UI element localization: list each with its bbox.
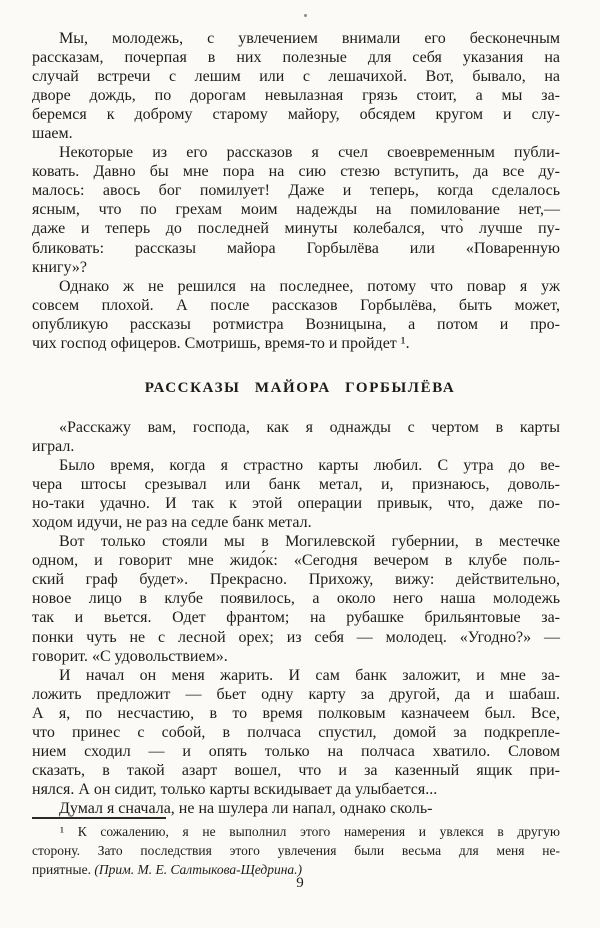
- text-line: книгу»?: [32, 258, 87, 276]
- text-line: малось: авось бог помилует! Даже и теперь, когда сделалось: [32, 182, 560, 200]
- text-line: ходом идучи, не раз на седле банк метал.: [32, 514, 312, 532]
- text-line: совсем плохой. А после рассказов Горбылёва, быть может,: [32, 296, 560, 314]
- text-line: чих господ офицеров. Смотришь, время-то и пройдет ¹.: [32, 334, 410, 352]
- footnote-rule: [32, 817, 166, 819]
- story-paragraphs: [32, 418, 560, 818]
- text-line: А я, по несчастию, в то время полковым казначеем был. Все,: [32, 704, 560, 722]
- text-line: беремся к доброму старому майору, обсядем кругом и слу-: [32, 106, 560, 124]
- intro-paragraphs: [32, 29, 560, 353]
- text-line: играл.: [32, 438, 75, 456]
- footnote-line: ¹ К сожалению, я не выполнил этого намерения и увлекся в другую: [60, 824, 560, 839]
- text-line: дворе дождь, по дорогам невылазная грязь стоит, а мы за-: [32, 87, 560, 105]
- text-line: новое лицо в клубе появилось, а около него наша молодежь: [32, 590, 560, 608]
- text-line: даже и теперь до последней минуты колебался, что̀ лучше пу-: [32, 220, 560, 238]
- footnote-text: приятные.: [32, 862, 95, 877]
- paragraph: [32, 799, 560, 818]
- text-line: говорит. «С удовольствием».: [32, 647, 228, 665]
- text-line: Было время, когда я страстно карты любил. С утра до ве-: [59, 457, 560, 475]
- footnote-line: сторону. Зато последствия этого увлечения были весьма для меня не-: [32, 843, 560, 858]
- text-line: Вот только стояли мы в Могилевской губернии, в местечке: [59, 533, 560, 551]
- page-number: 9: [296, 875, 304, 891]
- text-line: нялся. А он сидит, только карты вскидывает да улыбается...: [32, 780, 438, 798]
- text-line: бликовать: рассказы майора Горбылёва или «Поваренную: [32, 239, 560, 257]
- paragraph: [32, 456, 560, 532]
- text-line: ясным, что по грехам моим надежды на помилование нет,—: [32, 201, 560, 219]
- text-line: одном, и говорит мне жидо́к: «Сегодня вечером в клубе поль-: [32, 552, 560, 570]
- paragraph: [32, 29, 560, 143]
- text-line: понки чуть не с лесной орех; из себя — молодец. «Угодно?» —: [32, 628, 560, 646]
- text-line: чера штосы срезывал или банк метал, и, признаюсь, доволь-: [32, 476, 560, 494]
- paragraph: [32, 277, 560, 353]
- text-line: нием сходил — и опять только на полчаса хватило. Словом: [32, 742, 560, 760]
- text-line: «Расскажу вам, господа, как я однажды с чертом в карты: [59, 419, 560, 436]
- text-line: Однако ж не решился на последнее, потому что повар я уж: [59, 277, 560, 295]
- text-line: И начал он меня жарить. И сам банк заложит, и мне за-: [59, 666, 560, 684]
- text-line: Думал я сначала, не на шулера ли напал, однако сколь-: [59, 799, 433, 817]
- footnote-attribution: (Прим. М. Е. Салтыкова-Щедрина.): [94, 862, 303, 877]
- text-line: так и вьется. Одет франтом; на рубашке брильянтовые за-: [32, 609, 560, 627]
- text-line: шаем.: [32, 125, 73, 143]
- scan-speck: [304, 14, 307, 17]
- text-line: рассказам, почерпая в них полезные для себя указания на: [32, 49, 560, 67]
- paragraph: [32, 666, 560, 799]
- text-line: сказать, в такой азарт вошел, что и за казенный ящик при-: [32, 761, 560, 779]
- text-line: опубликую рассказы ротмистра Возницына, а потом и про-: [32, 315, 560, 333]
- text-line: ковать. Давно бы мне пора на сию стезю вступить, да все ду-: [32, 163, 560, 181]
- text-line: ский граф будет». Прекрасно. Прихожу, вижу: действительно,: [32, 571, 560, 589]
- text-line: случай встречи с лешим или с лешачихой. Вот, бывало, на: [32, 68, 560, 86]
- text-line: что принес с собой, в полчаса спустил, домой за подкрепле-: [32, 723, 560, 741]
- footnote: [32, 822, 560, 879]
- section-heading: РАССКАЗЫ МАЙОРА ГОРБЫЛЁВА: [144, 380, 456, 396]
- text-line: Мы, молодежь, с увлечением внимали его бесконечным: [59, 30, 560, 47]
- text-line: ложить предложит — бьет одну карту за другой, да и шабаш.: [32, 685, 560, 703]
- paragraph: [32, 532, 560, 665]
- paragraph: [32, 143, 560, 276]
- text-line: но-таки удачно. И так к этой операции привык, что, даже по-: [32, 495, 560, 513]
- text-line: Некоторые из его рассказов я счел своевременным публи-: [59, 144, 560, 162]
- paragraph: [32, 418, 560, 456]
